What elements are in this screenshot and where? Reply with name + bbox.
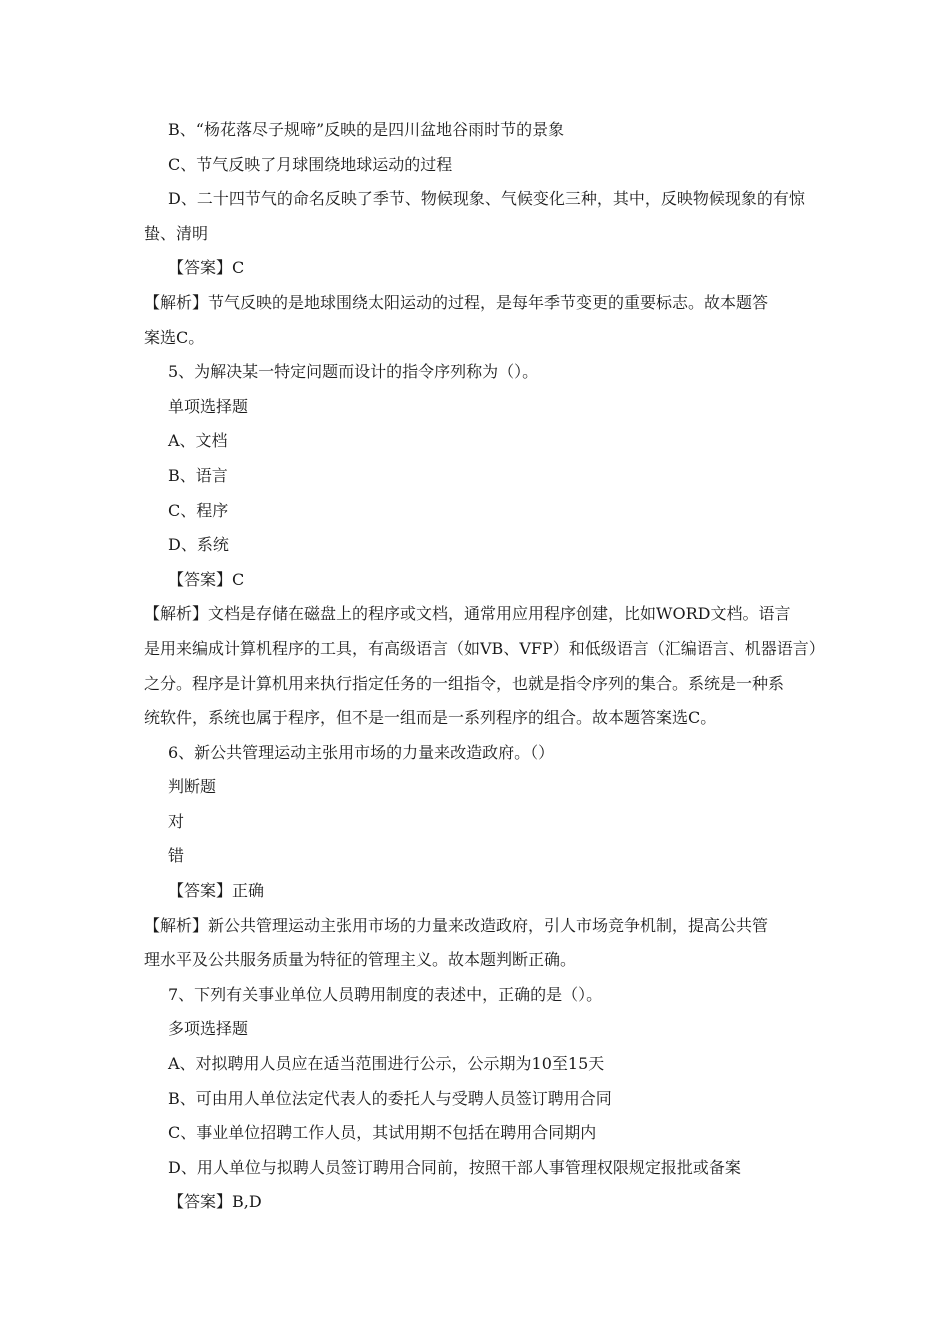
option-a-q5: A、文档 (168, 431, 228, 451)
option-false-q6: 错 (168, 846, 185, 866)
option-c-q7: C、事业单位招聘工作人员，其试用期不包括在聘用合同期内 (168, 1123, 597, 1143)
question-6: 6、新公共管理运动主张用市场的力量来改造政府。（） (168, 742, 555, 762)
question-5: 5、为解决某一特定问题而设计的指令序列称为（）。 (168, 362, 539, 382)
answer-q7: 【答案】B,D (168, 1192, 262, 1212)
option-b-q5: B、语言 (168, 465, 228, 485)
answer-q4: 【答案】C (168, 258, 245, 278)
explanation-q5-line4: 统软件，系统也属于程序，但不是一组而是一系列程序的组合。故本题答案选C。 (144, 708, 717, 728)
option-true-q6: 对 (168, 811, 185, 831)
explanation-q4-line2: 案选C。 (144, 327, 205, 347)
option-a-q7: A、对拟聘用人员应在适当范围进行公示，公示期为10至15天 (168, 1054, 605, 1074)
explanation-q5-line1: 【解析】文档是存储在磁盘上的程序或文档，通常用应用程序创建，比如WORD文档。语言 (144, 604, 791, 624)
explanation-q6-line1: 【解析】新公共管理运动主张用市场的力量来改造政府，引人市场竞争机制，提高公共管 (144, 915, 769, 935)
question-type-q5: 单项选择题 (168, 396, 249, 416)
option-d-q5: D、系统 (168, 535, 229, 555)
explanation-q4-line1: 【解析】节气反映的是地球围绕太阳运动的过程，是每年季节变更的重要标志。故本题答 (144, 292, 769, 312)
option-c-q4: C、节气反映了月球围绕地球运动的过程 (168, 154, 453, 174)
question-type-q6: 判断题 (168, 777, 217, 797)
option-b-q4: B、“杨花落尽子规啼”反映的是四川盆地谷雨时节的景象 (168, 120, 565, 139)
option-d-q7: D、用人单位与拟聘人员签订聘用合同前，按照干部人事管理权限规定报批或备案 (168, 1157, 741, 1177)
explanation-q5-line3: 之分。程序是计算机用来执行指定任务的一组指令，也就是指令序列的集合。系统是一种系 (144, 673, 785, 693)
option-c-q5: C、程序 (168, 500, 229, 520)
question-7: 7、下列有关事业单位人员聘用制度的表述中，正确的是（）。 (168, 984, 603, 1004)
answer-q6: 【答案】正确 (168, 881, 265, 901)
option-d-q4-line2: 蛰、清明 (144, 223, 209, 243)
option-d-q4-line1: D、二十四节气的命名反映了季节、物候现象、气候变化三种，其中，反映物候现象的有惊 (168, 189, 805, 209)
explanation-q5-line2: 是用来编成计算机程序的工具，有高级语言（如VB、VFP）和低级语言（汇编语言、机器语言） (144, 638, 825, 658)
question-type-q7: 多项选择题 (168, 1019, 249, 1039)
answer-q5: 【答案】C (168, 569, 245, 589)
document-body (144, 113, 825, 1220)
option-b-q7: B、可由用人单位法定代表人的委托人与受聘人员签订聘用合同 (168, 1088, 612, 1108)
explanation-q6-line2: 理水平及公共服务质量为特征的管理主义。故本题判断正确。 (144, 950, 577, 970)
